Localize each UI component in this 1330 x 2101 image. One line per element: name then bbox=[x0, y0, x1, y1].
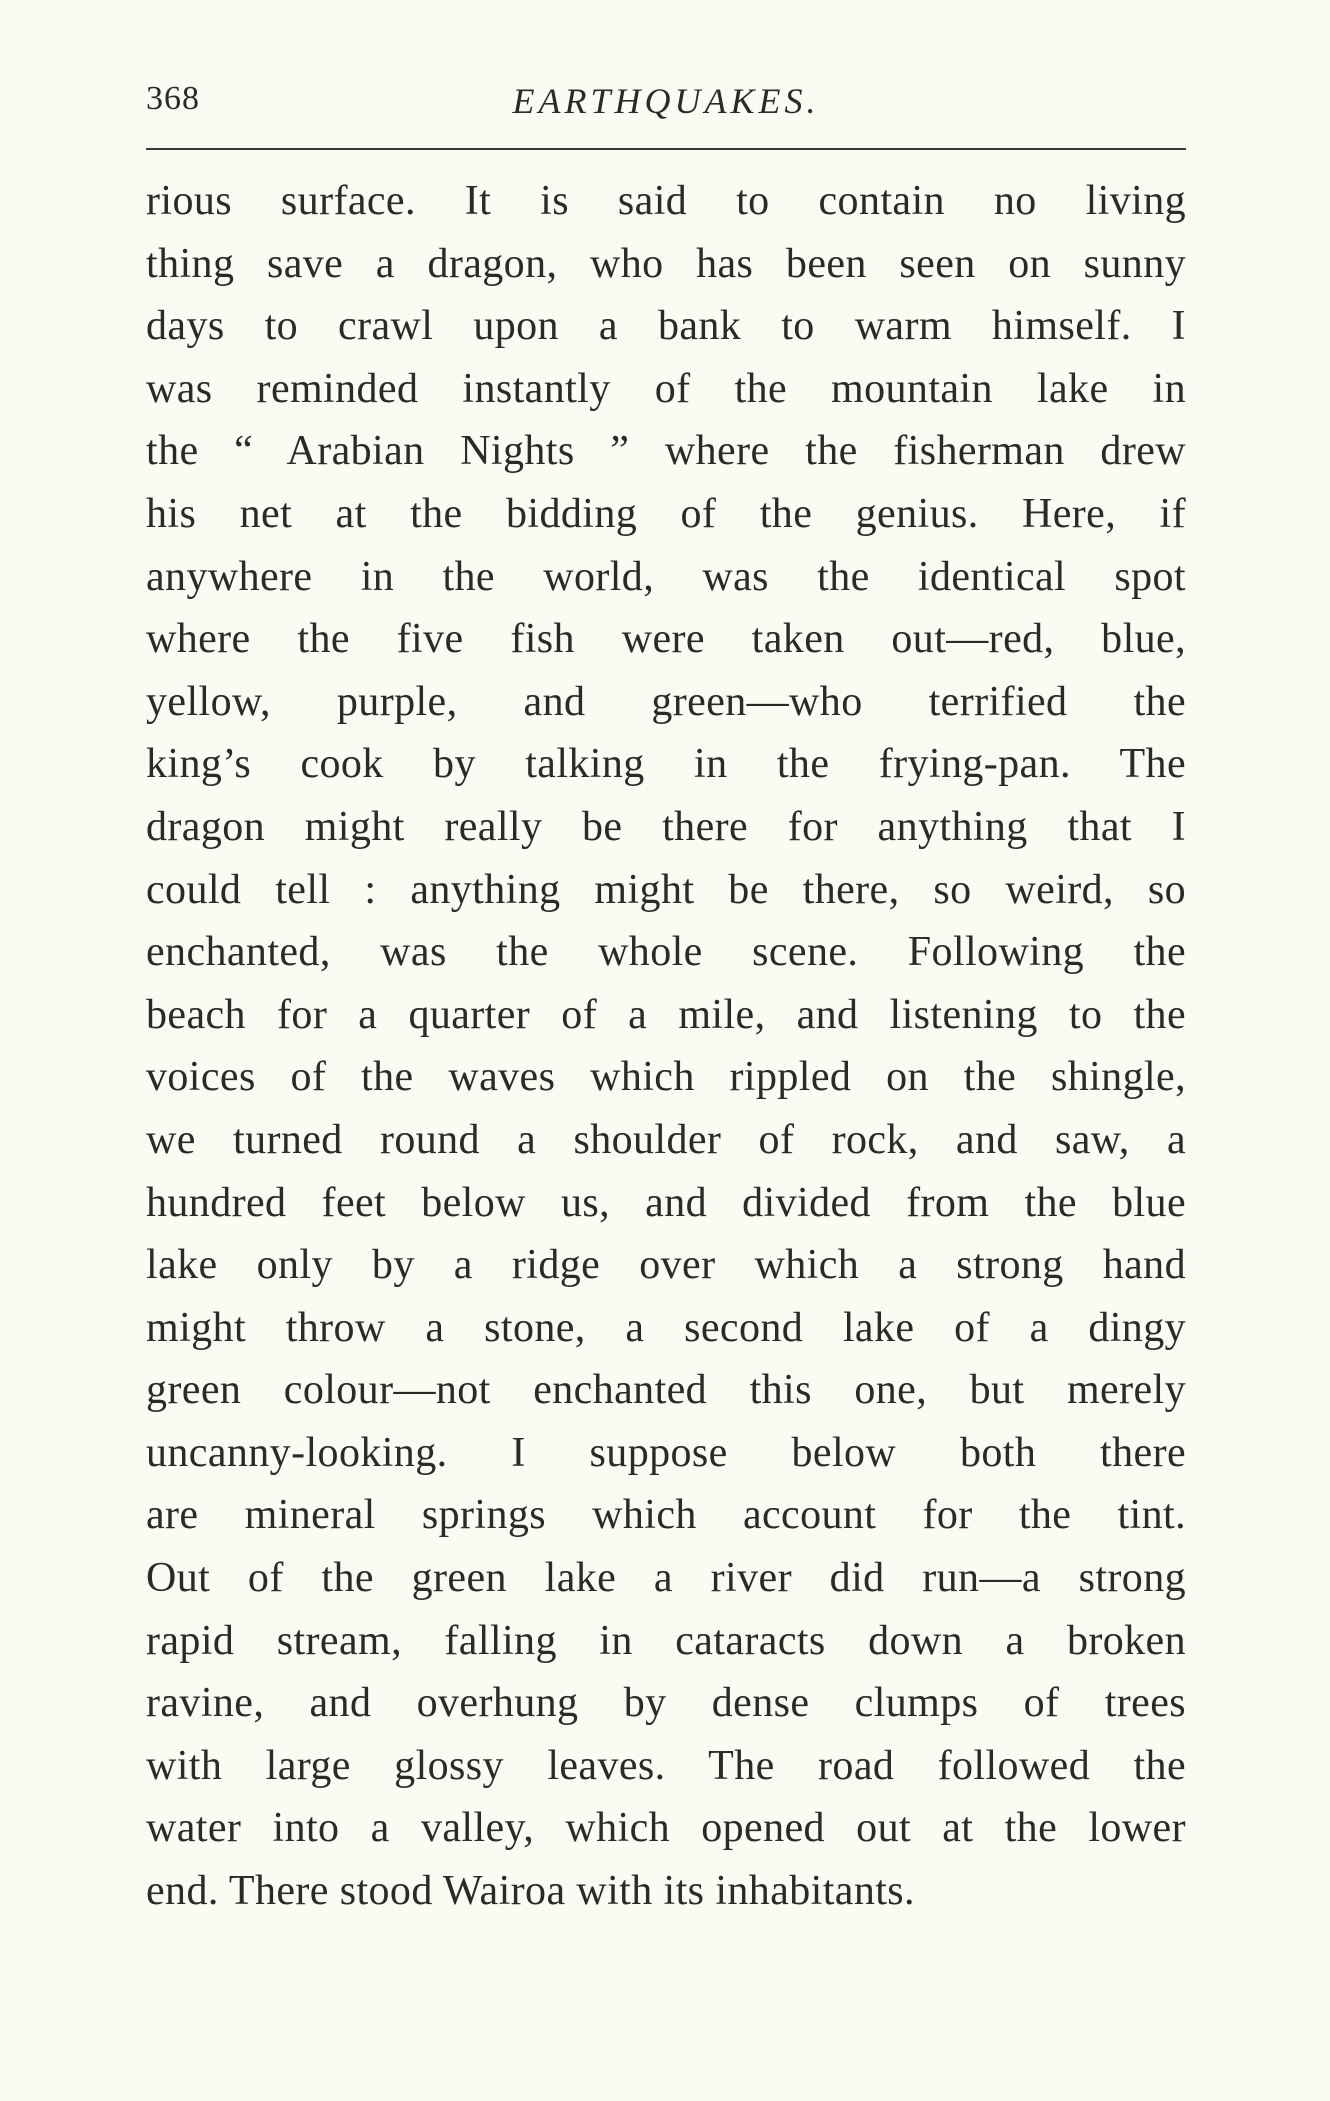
text-line: rapid stream, falling in cataracts down a broken bbox=[146, 1617, 1186, 1664]
text-line: uncanny-looking. I suppose below both there bbox=[146, 1429, 1186, 1476]
text-line: the “ Arabian Nights ” where the fisherman drew bbox=[146, 428, 1186, 475]
text-line: end. There stood Wairoa with its inhabitants. bbox=[146, 1868, 915, 1915]
body-text bbox=[146, 170, 1186, 1923]
text-line: we turned round a shoulder of rock, and saw, a bbox=[146, 1116, 1186, 1163]
text-line: hundred feet below us, and divided from the blue bbox=[146, 1179, 1186, 1226]
text-line: dragon might really be there for anything that I bbox=[146, 803, 1186, 850]
header-rule bbox=[146, 148, 1186, 150]
text-line: was reminded instantly of the mountain lake in bbox=[146, 365, 1186, 412]
text-line: anywhere in the world, was the identical spot bbox=[146, 553, 1186, 600]
text-line: ravine, and overhung by dense clumps of trees bbox=[146, 1680, 1186, 1727]
text-line: yellow, purple, and green—who terrified the bbox=[146, 678, 1186, 725]
text-line: beach for a quarter of a mile, and listening to the bbox=[146, 991, 1186, 1038]
text-line: green colour—not enchanted this one, but merely bbox=[146, 1367, 1186, 1414]
text-line: thing save a dragon, who has been seen on sunny bbox=[146, 240, 1186, 287]
text-line: Out of the green lake a river did run—a strong bbox=[146, 1555, 1186, 1602]
text-line: might throw a stone, a second lake of a dingy bbox=[146, 1304, 1186, 1351]
text-line: rious surface. It is said to contain no living bbox=[146, 178, 1186, 224]
text-line: where the five fish were taken out—red, blue, bbox=[146, 616, 1186, 663]
text-line: king’s cook by talking in the frying-pan. The bbox=[146, 741, 1186, 788]
text-line: could tell : anything might be there, so weird, so bbox=[146, 866, 1186, 913]
text-line: his net at the bidding of the genius. Here, if bbox=[146, 490, 1186, 537]
text-line: days to crawl upon a bank to warm himself. I bbox=[146, 303, 1186, 350]
text-line: lake only by a ridge over which a strong hand bbox=[146, 1242, 1186, 1289]
text-line: water into a valley, which opened out at the lower bbox=[146, 1805, 1186, 1852]
text-line: enchanted, was the whole scene. Following the bbox=[146, 929, 1186, 976]
text-line: with large glossy leaves. The road followed the bbox=[146, 1742, 1186, 1789]
page-header bbox=[146, 78, 1186, 132]
text-line: voices of the waves which rippled on the shingle, bbox=[146, 1054, 1186, 1101]
running-title: EARTHQUAKES. bbox=[512, 81, 820, 121]
text-line: are mineral springs which account for the tint. bbox=[146, 1492, 1186, 1539]
page-number: 368 bbox=[146, 80, 200, 117]
